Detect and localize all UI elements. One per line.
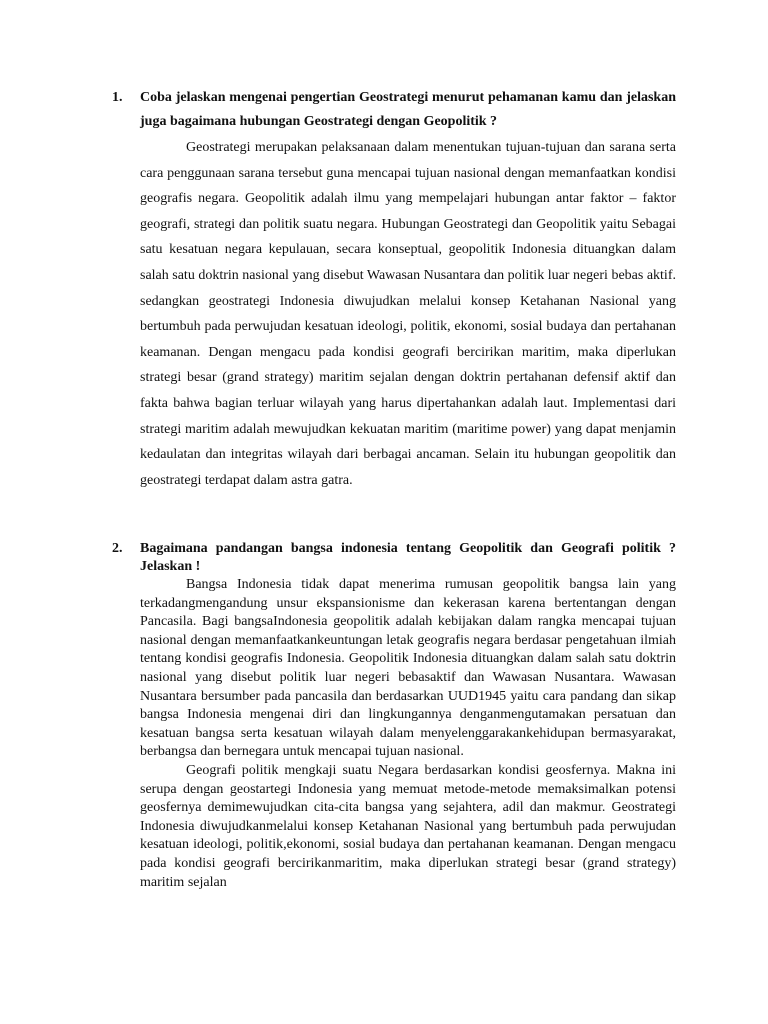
question-text: Bagaimana pandangan bangsa indonesia tentang Geopolitik dan Geografi politik ? Jelaskan ! <box>140 541 676 574</box>
question-text: Coba jelaskan mengenai pengertian Geostrategi menurut pehamanan kamu dan jelaskan juga bagaimana hubungan Geostrategi dengan Geopolitik ? <box>140 90 676 129</box>
question-item-2 <box>112 540 676 892</box>
question-item-1 <box>112 86 676 493</box>
answer-paragraph: Bangsa Indonesia tidak dapat menerima rumusan geopolitik bangsa lain yang terkadangmengandung unsur ekspansionisme dan kekerasan karena bertentangan dengan Pancasila. Bagi bangsaIndonesia geopolitik adalah kebijakan dalam rangka mencapai tujuan nasional dengan memanfaatkankeuntungan letak geografis negara berdasar pengetahuan ilmiah tentang kondisi geografis Indonesia. Geopolitik Indonesia dituangkan dalam salah satu doktrin nasional yang disebut politik luar negeri bebasaktif dan Wawasan Nusantara. Wawasan Nusantara bersumber pada pancasila dan berdasarkan UUD1945 yaitu cara pandang dan sikap bangsa Indonesia mengenai diri dan lingkungannya denganmengutamakan persatuan dan kesatuan bangsa serta kesatuan wilayah dalam menyelenggarakankehidupan bermasyarakat, berbangsa dan bernegara untuk mencapai tujuan nasional. <box>140 577 676 760</box>
answer <box>140 135 676 493</box>
answer <box>140 576 676 892</box>
question-number: 1. <box>112 90 123 105</box>
answer-paragraph: Geostrategi merupakan pelaksanaan dalam menentukan tujuan-tujuan dan sarana serta cara penggunaan sarana tersebut guna mencapai tujuan nasional dengan memanfaatkan kondisi geografis negara. Geopolitik adalah ilmu yang mempelajari hubungan antar faktor – faktor geografi, strategi dan politik suatu negara. Hubungan Geostrategi dan Geopolitik yaitu Sebagai satu kesatuan negara kepulauan, secara konseptual, geopolitik Indonesia dituangkan dalam salah satu doktrin nasional yang disebut Wawasan Nusantara dan politik luar negeri bebas aktif. sedangkan geostrategi Indonesia diwujudkan melalui konsep Ketahanan Nasional yang bertumbuh pada perwujudan kesatuan ideologi, politik, ekonomi, sosial budaya dan pertahanan keamanan. Dengan mengacu pada kondisi geografi bercirikan maritim, maka diperlukan strategi besar (grand strategy) maritim sejalan dengan doktrin pertahanan defensif aktif dan fakta bahwa bagian terluar wilayah yang harus dipertahankan adalah laut. Implementasi dari strategi maritim adalah mewujudkan kekuatan maritim (maritime power) yang dapat menjamin kedaulatan dan integritas wilayah dari berbagai ancaman. Selain itu hubungan geopolitik dan geostrategi terdapat dalam astra gatra. <box>140 140 676 488</box>
answer-paragraph: Geografi politik mengkaji suatu Negara berdasarkan kondisi geosfernya. Makna ini serupa dengan geostartegi Indonesia yang memuat metode-metode memaksimalkan potensi geosfernya demimewujudkan cita-cita bangsa yang sejahtera, adil dan makmur. Geostrategi Indonesia diwujudkanmelalui konsep Ketahanan Nasional yang bertumbuh pada perwujudan kesatuan ideologi, politik,ekonomi, sosial budaya dan pertahanan keamanan. Dengan mengacu pada kondisi geografi bercirikanmaritim, maka diperlukan strategi besar (grand strategy) maritim sejalan <box>140 762 676 890</box>
question-number: 2. <box>112 541 123 556</box>
